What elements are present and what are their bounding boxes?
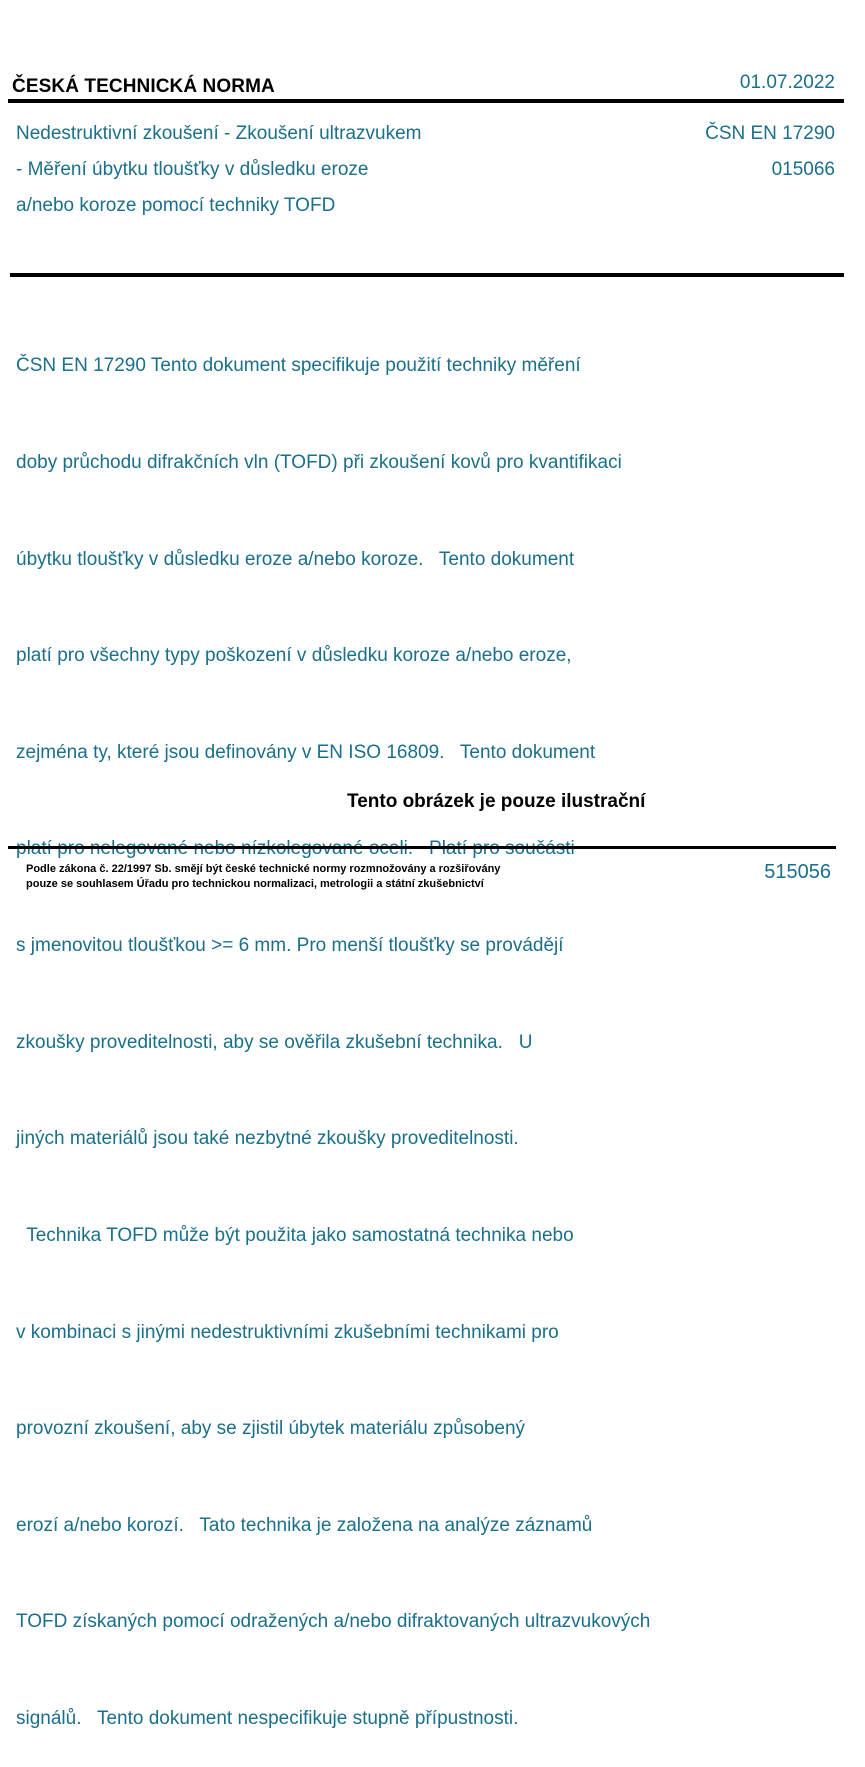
middle-divider [10,273,844,277]
bottom-divider [8,846,836,849]
abstract-line: signálů. Tento dokument nespecifikuje stupně přípustnosti. [16,1707,519,1729]
abstract-line: TOFD získaných pomocí odražených a/nebo difraktovaných ultrazvukových [16,1611,651,1633]
legal-line: Podle zákona č. 22/1997 Sb. smějí být české technické normy rozmnožovány a rozšiřovány [26,863,501,875]
abstract-line: zejména ty, které jsou definovány v EN ISO 16809. Tento dokument [16,741,596,763]
catalog-number: 015066 [771,159,835,180]
abstract-line: Technika TOFD může být použita jako samostatná technika nebo [16,1224,574,1246]
abstract-text [16,286,846,1767]
top-divider [8,99,844,103]
header-title: ČESKÁ TECHNICKÁ NORMA [12,76,275,97]
illustration-note: Tento obrázek je pouze ilustrační [347,791,646,812]
standard-code: ČSN EN 17290 [705,123,835,144]
abstract-line: provozní zkoušení, aby se zjistil úbytek materiálu způsobený [16,1418,526,1440]
abstract-line [16,833,846,865]
publication-date: 01.07.2022 [739,72,835,93]
document-title-line: Nedestruktivní zkoušení - Zkoušení ultrazvukem [16,123,422,144]
document-title-line: a/nebo koroze pomocí techniky TOFD [16,195,336,216]
abstract-line: zkoušky proveditelnosti, aby se ověřila zkušební technika. U [16,1031,533,1053]
legal-line: pouze se souhlasem Úřadu pro technickou normalizaci, metrologii a státní zkušebnictví [26,878,484,890]
standard-identifiers [705,116,835,188]
abstract-line: jiných materiálů jsou také nezbytné zkoušky proveditelnosti. [16,1128,519,1150]
document-title-line: - Měření úbytku tloušťky v důsledku eroze [16,159,369,180]
abstract-line: v kombinaci s jinými nedestruktivními zkušebními technikami pro [16,1321,559,1343]
abstract-line: ČSN EN 17290 Tento dokument specifikuje použití techniky měření [16,355,581,377]
document-title [16,116,536,224]
legal-notice [26,862,500,892]
abstract-line: úbytku tloušťky v důsledku eroze a/nebo koroze. Tento dokument [16,548,575,570]
footer-code: 515056 [764,861,831,883]
abstract-line: s jmenovitou tloušťkou >= 6 mm. Pro menší tloušťky se provádějí [16,935,564,957]
abstract-line: platí pro všechny typy poškození v důsledku koroze a/nebo eroze, [16,645,572,667]
abstract-line: doby průchodu difrakčních vln (TOFD) při zkoušení kovů pro kvantifikaci [16,452,622,474]
abstract-line: erozí a/nebo korozí. Tato technika je založena na analýze záznamů [16,1514,593,1536]
